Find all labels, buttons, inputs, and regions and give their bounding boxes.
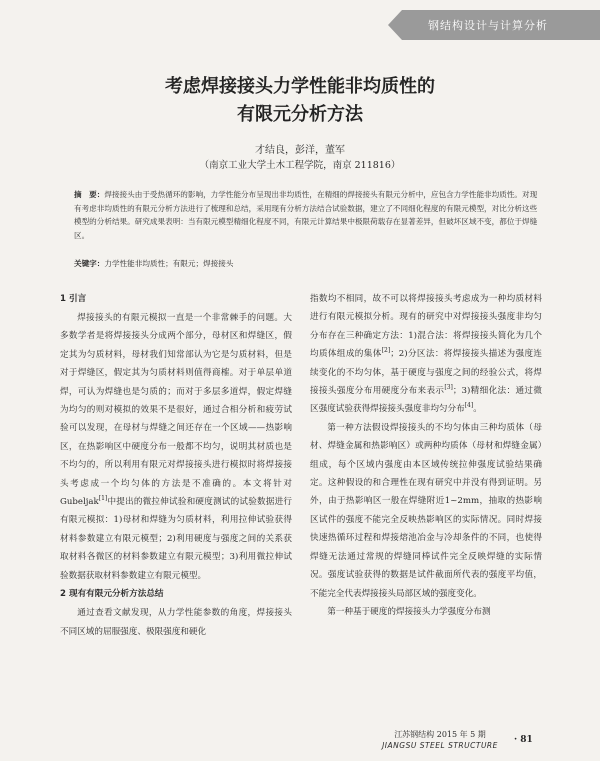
abstract-label: 摘 要： (74, 190, 105, 199)
citation-ref: [1] (98, 495, 108, 503)
paper-title-line-2: 有限元分析方法 (237, 104, 363, 125)
keywords (74, 258, 544, 269)
abstract (74, 188, 544, 242)
authors: 才结良，彭洋，董军 (255, 145, 345, 156)
journal-name-cn: 江苏钢结构 2015 年 5 期 (394, 730, 486, 739)
intro-paragraph: 焊接接头的有限元模拟一直是一个非常棘手的问题。大多数学者是将焊接接头分成两个部分，母材区和焊缝区，假定其为匀质材料，母材我们知常部认为它是匀质材料，但是对于焊缝区，假定其为匀质材料则值得商榷。对于单层单道焊，可认为焊缝也是匀质的；而对于多层多道焊，假定焊缝为均匀的则对模拟的效果不是很好，通过合相分析和疲劳试验可以发现，在母材与焊缝之间还存在一个区域——热影响区，在热影响区中硬度分布一般都不均匀，说明其材质也是不均匀的，所以利用有限元对焊接接头进行模拟时将焊接接头考虑成一个均匀体的方法是不准确的。本文将针对 Gubeljak[1]中提出的微拉伸试验和硬度测试的试验数据进行有限元模拟：1)母材和焊缝为匀质材料，利用拉伸试验获得材料参数建立有限元模型；2)利用硬度与强度之间的关系获取材料各微区的材料参数建立有限元模型；3)利用微拉伸试验数据获取材料参数建立有限元模型。 (60, 313, 292, 581)
section-heading-intro: 1 引言 (60, 294, 87, 304)
keywords-label: 关键字： (74, 259, 105, 268)
left-column (60, 290, 292, 641)
keywords-text: 力学性能非均质性；有限元；焊接接头 (104, 259, 234, 268)
right-paragraph-3: 第一种基于硬度的焊接接头力学强度分布测 (327, 606, 491, 617)
affiliation: （南京工业大学土木工程学院，南京 211816） (199, 160, 401, 171)
journal-name-en: JIANGSU STEEL STRUCTURE (382, 741, 498, 750)
paper-title-line-1: 考虑焊接接头力学性能非均质性的 (165, 76, 435, 97)
right-paragraph-2: 第一种方法假设焊接接头的不均匀体由三种均质体（母材、焊缝金属和热影响区）或两种均质体（母材和焊缝金属）组成，每个区域内强度由本区域传统拉伸强度试验结果确定。这种假设的和合理性在现有研究中并没有得到证明。另外，由于热影响区一般在焊缝附近1~2mm，抽取的热影响区试件的强度不能完全反映热影响区的实际情况。同时焊接快速热循环过程和焊接熔池冶金与冷却条件的不同，也使得焊缝无法通过常规的焊缝同棒试件完全反映焊缝的实际情况。强度试验获得的数据是试件截面所代表的强度平均值，不能完全代表焊接接头局部区域的强度变化。 (310, 422, 542, 599)
section-header-tab: 钢结构设计与计算分析 (402, 10, 600, 40)
right-column (310, 290, 542, 621)
abstract-text: 焊接接头由于受热循环的影响，力学性能分布呈现出非均质性，在精细的焊接接头有限元分析中，应包含力学性能非均质性。对现有考虑非均质性的有限元分析方法进行了梳理和总结，采用现有分析方法结合试验数据，建立了不同细化程度的有限元模型，对比分析这些模型的分析结果。研究成果表明：当有限元模型精细化程度不同，有限元计算结果中极限荷载存在显著差异，但破坏区域不变，都位于焊缝区。 (74, 190, 538, 240)
methods-paragraph: 通过查看文献发现，从力学性能参数的角度，焊接接头不同区域的屈服强度、极限强度和硬化 (60, 608, 292, 637)
section-heading-methods: 2 现有有限元分析方法总结 (60, 589, 164, 600)
journal-footer (350, 729, 530, 751)
right-paragraph-1: 指数均不相同，故不可以将焊接接头考虑成为一种均质材料进行有限元模拟分析。现有的研究中对焊接接头强度非均匀分布存在三种确定方法：1)混合法：将焊接接头简化为几个均质体组成的集体[2]；2)分区法：将焊接接头描述为强度连续变化的不均匀体，基于硬度与强度之间的经验公式，将焊接接头强度分布用硬度分布来表示[3]；3)精细化法：通过微区强度试验获得焊接接头强度非均匀分布[4]。 (310, 294, 542, 415)
page-number: · 81 (514, 735, 533, 745)
